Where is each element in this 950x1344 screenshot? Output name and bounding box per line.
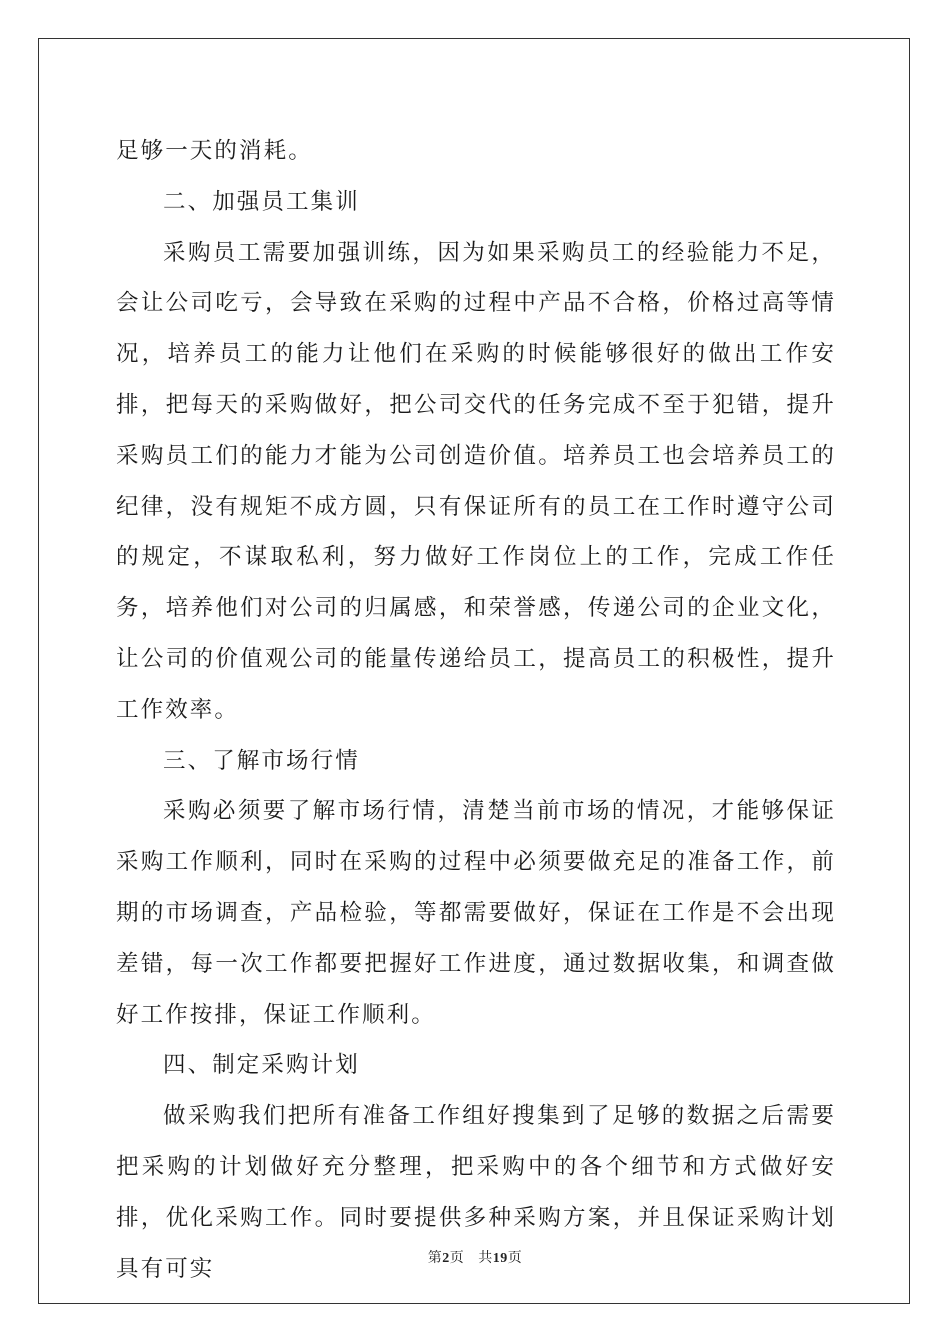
paragraph: 采购必须要了解市场行情，清楚当前市场的情况，才能够保证采购工作顺利，同时在采购的过程中必须要做充足的准备工作，前期的市场调查，产品检验，等都需要做好，保证在工作是不会出现差错，每一次工作都要把握好工作进度，通过数据收集，和调查做好工作按排，保证工作顺利。 [116,798,836,1028]
section-heading: 四、制定采购计划 [163,1052,360,1079]
page-footer [0,1247,950,1267]
footer-prefix: 第 [427,1251,443,1266]
total-pages-number: 19 [492,1251,508,1266]
footer-page-suffix: 页 [449,1251,465,1266]
paragraph: 采购员工需要加强训练，因为如果采购员工的经验能力不足，会让公司吃亏，会导致在采购的过程中产品不合格，价格过高等情况，培养员工的能力让他们在采购的时候能够很好的做出工作安排，把每天的采购做好，把公司交代的任务完成不至于犯错，提升采购员工们的能力才能为公司创造价值。培养员工也会培养员工的纪律，没有规矩不成方圆，只有保证所有的员工在工作时遵守公司的规定，不谋取私利，努力做好工作岗位上的工作，完成工作任务，培养他们对公司的归属感，和荣誉感，传递公司的企业文化，让公司的价值观公司的能量传递给员工，提高员工的积极性，提升工作效率。 [116,239,836,723]
paragraph: 足够一天的消耗。 [116,138,313,164]
paragraph: 做采购我们把所有准备工作组好搜集到了足够的数据之后需要把采购的计划做好充分整理，把采购中的各个细节和方式做好安排，优化采购工作。同时要提供多种采购方案，并且保证采购计划具有可实 [116,1103,836,1282]
document-body [116,126,836,1294]
section-heading: 二、加强员工集训 [163,188,360,215]
section-heading: 三、了解市场行情 [163,747,360,774]
footer-total-suffix: 页 [507,1251,523,1266]
footer-total-prefix: 共 [478,1251,493,1266]
current-page-number: 2 [442,1251,450,1266]
